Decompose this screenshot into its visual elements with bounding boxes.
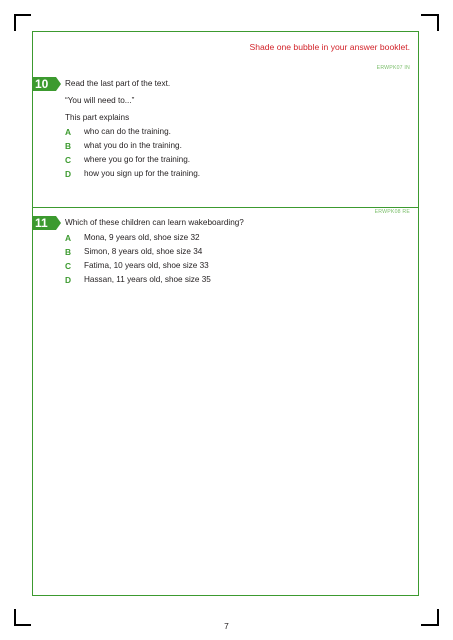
page-number: 7 — [224, 621, 229, 631]
q11-option-a-text: Mona, 9 years old, shoe size 32 — [84, 233, 200, 242]
q10-option-c-letter: C — [65, 155, 72, 165]
q11-option-b-letter: B — [65, 247, 72, 257]
q11-stem: Which of these children can learn wakeboarding? — [65, 218, 244, 227]
q10-option-d-letter: D — [65, 169, 72, 179]
q10-option-b-text: what you do in the training. — [84, 141, 182, 150]
q11-option-d-text: Hassan, 11 years old, shoe size 35 — [84, 275, 211, 284]
q10-option-c-text: where you go for the training. — [84, 155, 191, 164]
q11-option-d-letter: D — [65, 275, 72, 285]
q11-number: 11 — [35, 216, 48, 230]
q10-number: 10 — [35, 77, 49, 91]
q11-option-c-letter: C — [65, 261, 72, 271]
q10-option-d-text: how you sign up for the training. — [84, 169, 201, 178]
q11-item-code: ERWPK08 RE — [374, 209, 410, 215]
q10-number-badge — [32, 77, 62, 91]
q11-option-a-letter: A — [65, 233, 72, 243]
q11-option-c-text: Fatima, 10 years old, shoe size 33 — [84, 261, 209, 270]
q10-quote: “You will need to...” — [65, 96, 135, 105]
answer-instruction: Shade one bubble in your answer booklet. — [249, 42, 410, 52]
q10-item-code: ERWPK07 IN — [376, 65, 410, 71]
question-frame — [32, 31, 419, 596]
question-divider — [33, 207, 418, 208]
q10-option-b-letter: B — [65, 141, 72, 151]
q11-option-b-text: Simon, 8 years old, shoe size 34 — [84, 247, 203, 256]
q10-option-a-text: who can do the training. — [84, 127, 171, 136]
q10-stem: Read the last part of the text. — [65, 79, 171, 88]
q10-option-a-letter: A — [65, 127, 72, 137]
q10-lead: This part explains — [65, 113, 130, 122]
q11-number-badge — [32, 216, 62, 230]
